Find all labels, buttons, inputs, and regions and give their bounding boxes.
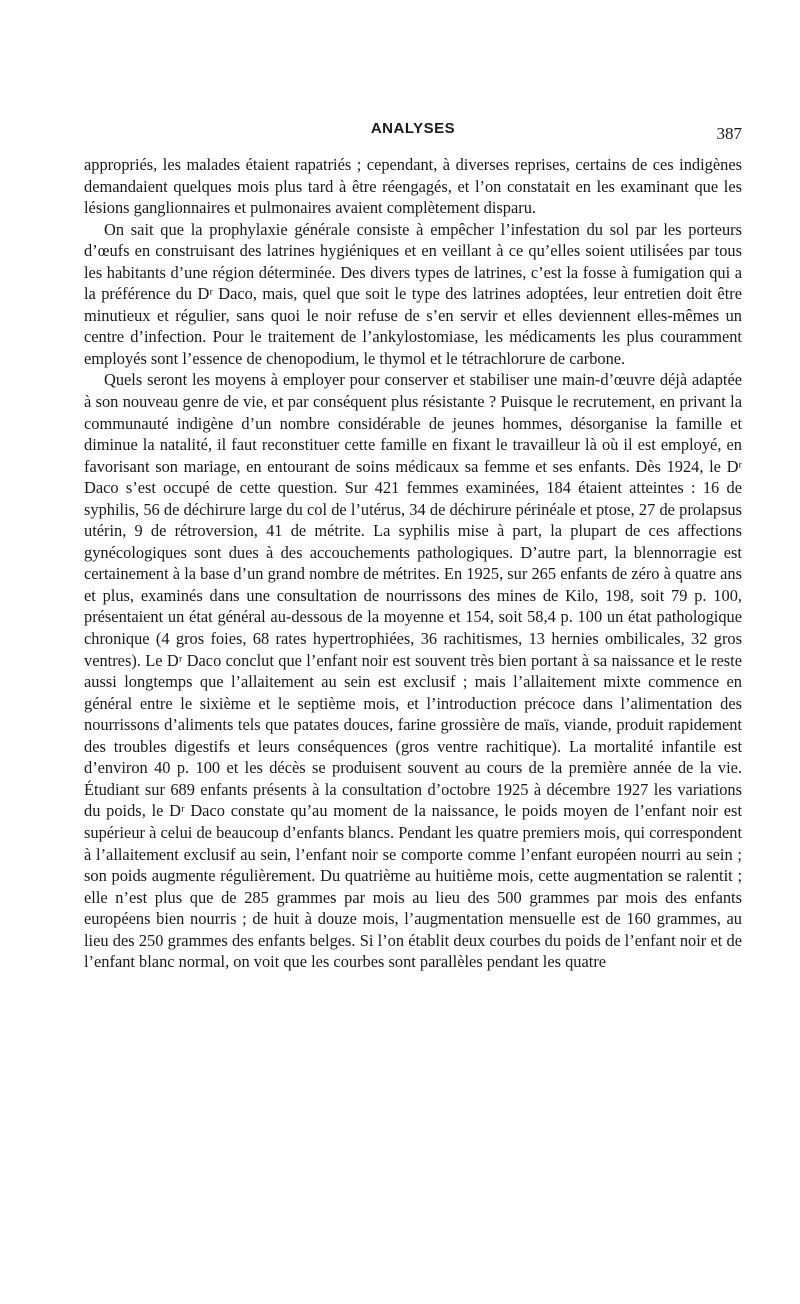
article-body <box>84 154 742 973</box>
paragraph-continued: appropriés, les malades étaient rapatriés ; cependant, à diverses reprises, certains de ces indigènes demandaient quelques mois plus tard à être réengagés, et l’on constatait en les examinant que les lésions ganglionnaires et pulmonaires avaient complètement disparu. <box>84 155 742 218</box>
paragraph-prophylaxis: On sait que la prophylaxie générale consiste à empêcher l’infestation du sol par les porteurs d’œufs en construisant des latrines hygiéniques et en veillant à ce qu’elles soient utilisées par tous les habitants d’une région déterminée. Des divers types de latrines, c’est la fosse à fumigation qui a la préférence du Dʳ Daco, mais, quel que soit le type des latrines adoptées, leur entretien doit être minutieux et régulier, sans quoi le noir refuse de s’en servir et elles deviennent elles-mêmes un centre d’infection. Pour le traitement de l’ankylostomiase, les médicaments les plus couramment employés sont l’essence de chenopodium, le thymol et le tétrachlorure de carbone. <box>84 219 742 368</box>
running-title: ANALYSES <box>370 120 456 137</box>
page-number: 387 <box>716 124 742 143</box>
page <box>84 120 742 973</box>
paragraph-workforce: Quels seront les moyens à employer pour conserver et stabiliser une main-d’œuvre déjà adaptée à son nouveau genre de vie, et par conséquent plus résistante ? Puisque le recrutement, en privant la communauté indigène d’un nombre considérable de jeunes hommes, désorganise la famille et diminue la natalité, il faut reconstituer cette famille en fixant le travailleur là où il est employé, en favorisant son mariage, en entourant de soins médicaux sa femme et ses enfants. Dès 1924, le Dʳ Daco s’est occupé de cette question. Sur 421 femmes examinées, 184 étaient atteintes : 16 de syphilis, 56 de déchirure large du col de l’utérus, 34 de déchirure périnéale et ptose, 27 de prolapsus utérin, 9 de rétroversion, 41 de métrite. La syphilis mise à part, la plupart de ces affections gynécologiques sont dues à des accouchements pathologiques. D’autre part, la blennorragie est certainement à la base d’un grand nombre de métrites. En 1925, sur 265 enfants de zéro à quatre ans et plus, examinés dans une consultation de nourrissons des mines de Kilo, 198, soit 79 p. 100, présentaient un état général au-dessous de la moyenne et 154, soit 58,4 p. 100 un état pathologique chronique (4 gros foies, 68 rates hypertrophiées, 36 rachitismes, 13 hernies ombilicales, 32 gros ventres). Le Dʳ Daco conclut que l’enfant noir est souvent très bien portant à sa naissance et le reste aussi longtemps que l’allaitement au sein est exclusif ; mais l’allaitement mixte commence en général entre le sixième et le septième mois, et l’introduction précoce dans l’alimentation des nourrissons d’aliments tels que patates douces, farine grossière de maïs, viande, produit rapidement des troubles digestifs et leurs conséquences (gros ventre rachitique). La mortalité infantile est d’environ 40 p. 100 et les décès se produisent souvent au cours de la première année de la vie. Étudiant sur 689 enfants présents à la consultation d’octobre 1925 à décembre 1927 les variations du poids, le Dʳ Daco constate qu’au moment de la naissance, le poids moyen de l’enfant noir est supérieur à celui de beaucoup d’enfants blancs. Pendant les quatre premiers mois, qui correspondent à l’allaitement exclusif au sein, l’enfant noir se comporte comme l’enfant européen nourri au sein ; son poids augmente régulièrement. Du quatrième au huitième mois, cette augmentation se ralentit ; elle n’est plus que de 285 grammes par mois au lieu des 500 grammes par mois des enfants européens bien nourris ; de huit à douze mois, l’augmentation mensuelle est de 160 grammes, au lieu des 250 grammes des enfants belges. Si l’on établit deux courbes du poids de l’enfant noir et de l’enfant blanc normal, on voit que les courbes sont parallèles pendant les quatre <box>84 370 742 972</box>
page-header <box>84 120 742 154</box>
